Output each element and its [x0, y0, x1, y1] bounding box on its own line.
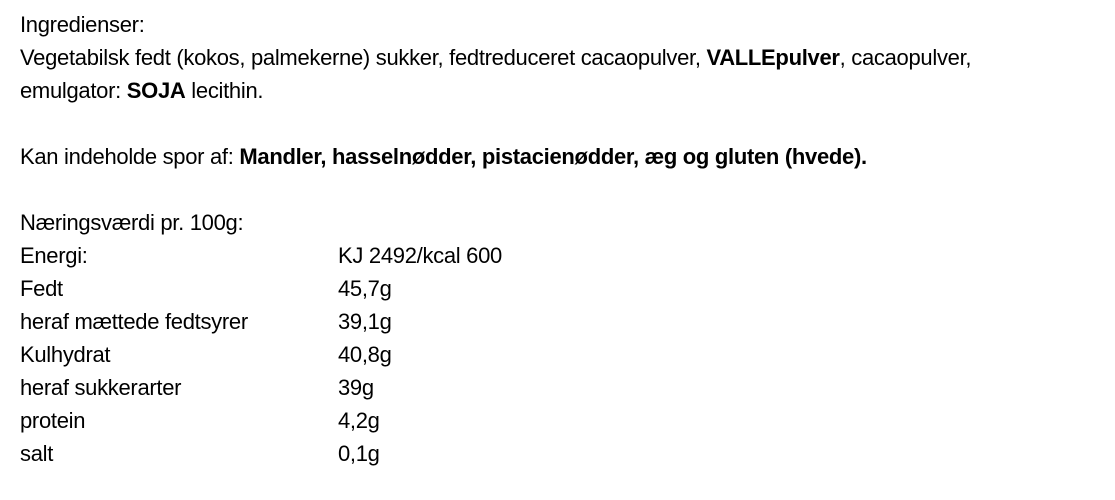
- nutrition-value: 0,1g: [338, 441, 380, 466]
- ingredients-line-2: [20, 74, 1105, 107]
- nutrition-value: 39g: [338, 375, 374, 400]
- nutrition-value: 39,1g: [338, 309, 392, 334]
- nutrition-label: protein: [20, 408, 86, 433]
- nutrition-label: Energi:: [20, 243, 88, 268]
- allergen-list: Mandler, hasselnødder, pistacienødder, æg og gluten (hvede).: [239, 144, 867, 169]
- nutrition-label: heraf mættede fedtsyrer: [20, 309, 248, 334]
- nutrition-row-salt: [20, 437, 1105, 470]
- nutrition-row-sugars: [20, 371, 1105, 404]
- nutrition-label: Kulhydrat: [20, 342, 111, 367]
- allergen-soy: SOJA: [126, 78, 186, 103]
- spacer: [20, 173, 1105, 206]
- nutrition-row-fat: [20, 272, 1105, 305]
- nutrition-label: Fedt: [20, 276, 63, 301]
- spacer: [20, 107, 1105, 140]
- ingredients-text: , cacaopulver,: [839, 45, 972, 70]
- nutrition-value: 45,7g: [338, 276, 392, 301]
- nutrition-row-energy: [20, 239, 1105, 272]
- nutrition-value: KJ 2492/kcal 600: [338, 243, 502, 268]
- nutrition-label: heraf sukkerarter: [20, 375, 182, 400]
- nutrition-value: 40,8g: [338, 342, 392, 367]
- nutrition-value: 4,2g: [338, 408, 380, 433]
- product-info-document: [20, 8, 1105, 470]
- ingredients-text: Vegetabilsk fedt (kokos, palmekerne) sukker, fedtreduceret cacaopulver,: [20, 45, 707, 70]
- ingredients-line-1: [20, 41, 1105, 74]
- allergen-whey: VALLEpulver: [706, 45, 840, 70]
- allergen-warning: [20, 140, 1105, 173]
- ingredients-text: lecithin.: [185, 78, 264, 103]
- nutrition-row-carbohydrate: [20, 338, 1105, 371]
- ingredients-text: emulgator:: [20, 78, 127, 103]
- nutrition-row-saturated-fat: [20, 305, 1105, 338]
- nutrition-label: salt: [20, 441, 54, 466]
- nutrition-heading: Næringsværdi pr. 100g:: [20, 210, 244, 235]
- nutrition-row-protein: [20, 404, 1105, 437]
- allergen-prefix: Kan indeholde spor af:: [20, 144, 240, 169]
- ingredients-heading: Ingredienser:: [20, 12, 145, 37]
